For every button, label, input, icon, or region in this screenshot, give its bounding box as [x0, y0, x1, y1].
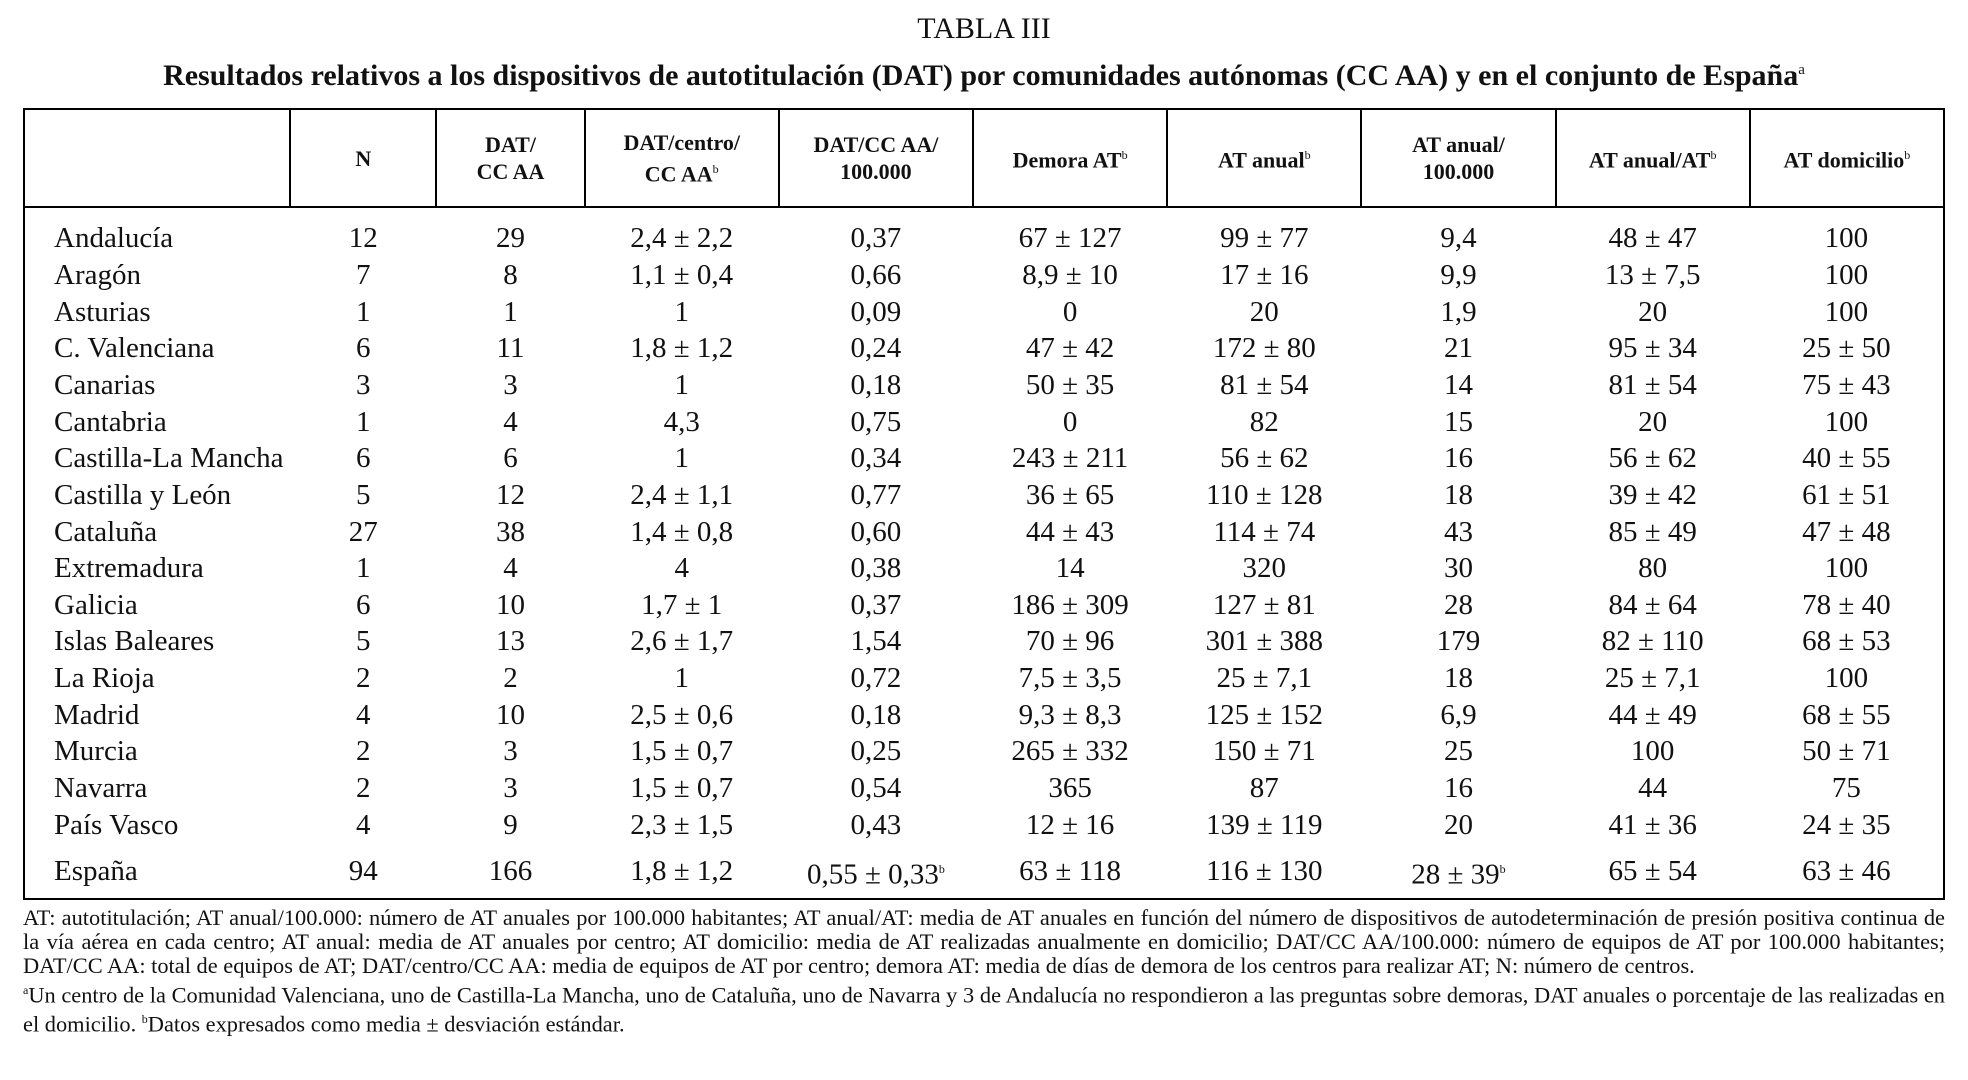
total-cell [779, 843, 973, 899]
table-cell: 2,6 ± 1,7 [630, 625, 734, 658]
table-cell: 100 [1630, 735, 1675, 768]
table-row [24, 403, 1944, 440]
table-cell: 5 [356, 625, 371, 658]
header-row [24, 109, 1944, 207]
table-cell: 3 [503, 771, 518, 804]
table-cell: 0,75 [850, 405, 902, 438]
total-footnote-mark: b [938, 861, 945, 876]
table-cell: 9,4 [1440, 222, 1477, 255]
column-header-footnote-mark: b [1121, 148, 1128, 163]
table-title [0, 52, 1968, 94]
table-cell: 81 ± 54 [1608, 369, 1697, 402]
table-cell: 4 [356, 698, 371, 731]
footnote-a-mark: a [23, 983, 29, 997]
table-cell: 14 [1055, 552, 1085, 585]
table-cell: 139 ± 119 [1206, 808, 1323, 841]
total-row [24, 843, 1944, 899]
table-cell: 1 [356, 295, 371, 328]
table-cell: 1,5 ± 0,7 [630, 771, 734, 804]
region-name: Murcia [54, 735, 138, 768]
table-cell: 127 ± 81 [1212, 588, 1316, 621]
title-footnote-mark: a [1798, 62, 1805, 78]
table-row [24, 623, 1944, 660]
column-header [1750, 109, 1944, 207]
table-cell: 6 [356, 442, 371, 475]
column-header-label: AT anual/AT [1588, 147, 1711, 173]
table-cell: 6 [356, 332, 371, 365]
table-cell: 1,4 ± 0,8 [630, 515, 734, 548]
footnote-b: Datos expresados como media ± desviación estándar. [147, 1011, 625, 1037]
table-cell: 47 ± 48 [1802, 515, 1891, 548]
table-cell: 0,25 [850, 735, 902, 768]
column-header-footnote-mark: b [1710, 148, 1717, 163]
table-cell: 1,5 ± 0,7 [630, 735, 734, 768]
table-cell: 87 [1249, 771, 1279, 804]
column-header-label: AT anual/ [1412, 132, 1505, 157]
table-cell: 70 ± 96 [1025, 625, 1115, 658]
total-value: 94 [348, 855, 378, 888]
table-cell: 44 ± 49 [1608, 698, 1697, 731]
table-cell: 10 [496, 698, 525, 731]
table-cell: 0,24 [850, 332, 902, 365]
table-row [24, 586, 1944, 623]
table-row [24, 330, 1944, 367]
table-cell: 4 [356, 808, 371, 841]
table-cell: 2 [356, 735, 371, 768]
region-name: Navarra [54, 771, 148, 804]
table-cell: 0,18 [850, 698, 902, 731]
table-cell: 56 ± 62 [1220, 442, 1309, 475]
table-cell: 44 ± 43 [1025, 515, 1115, 548]
table-row [24, 477, 1944, 514]
table-title-text: Resultados relativos a los dispositivos de autotitulación (DAT) por comunidades autónomas (CC AA) y en el conjunto de España [163, 59, 1799, 92]
table-cell: 0,38 [850, 552, 902, 585]
table-cell: 67 ± 127 [1018, 222, 1122, 255]
total-value: 116 ± 130 [1206, 855, 1323, 888]
abbreviations-note: AT: autotitulación; AT anual/100.000: número de AT anuales por 100.000 habitantes; AT anual/AT: media de AT anuales en función del número de dispositivos de autodeterminación de presión positiva continua de la vía aérea en cada centro; AT anual: media de AT anuales por centro; AT domicilio: media de AT realizadas anualmente en domicilio; DAT/CC AA/100.000: número de equipos de AT por 100.000 habitantes; DAT/CC AA: total de equipos de AT; DAT/centro/CC AA: media de equipos de AT por centro; demora AT: media de días de demora de los centros para realizar AT; N: número de centros. [23, 905, 1945, 978]
column-header-footnote-mark: b [1904, 148, 1911, 163]
total-cell [585, 843, 779, 899]
total-footnote-mark: b [1499, 861, 1506, 876]
region-name: País Vasco [54, 808, 179, 841]
table-cell: 20 [1638, 405, 1668, 438]
table-cell: 50 ± 35 [1025, 369, 1115, 402]
column-header-label: Demora AT [1012, 147, 1122, 173]
total-label [24, 843, 290, 899]
region-name: Islas Baleares [54, 625, 215, 658]
table-cell: 82 ± 110 [1601, 625, 1704, 658]
table-cell: 12 [348, 222, 378, 255]
table-cell: 301 ± 388 [1205, 625, 1323, 658]
table-cell: 0,37 [850, 588, 902, 621]
table-cell: 6 [356, 588, 371, 621]
table-cell: 41 ± 36 [1608, 808, 1697, 841]
table-cell: 78 ± 40 [1802, 588, 1891, 621]
table-cell: 0,60 [850, 515, 902, 548]
region-name: Andalucía [54, 222, 174, 255]
region-name: Aragón [54, 259, 141, 292]
table-cell: 29 [496, 222, 525, 255]
table-cell: 125 ± 152 [1205, 698, 1323, 731]
total-value: 63 ± 118 [1019, 855, 1122, 888]
table-cell: 0,34 [850, 442, 902, 475]
table-cell: 30 [1443, 552, 1473, 585]
table-cell: 243 ± 211 [1011, 442, 1129, 475]
table-cell: 1,1 ± 0,4 [630, 259, 734, 292]
table-cell: 100 [1824, 295, 1869, 328]
table-cell: 84 ± 64 [1608, 588, 1697, 621]
table-row [24, 293, 1944, 330]
table-cell: 16 [1443, 442, 1473, 475]
table-cell: 110 ± 128 [1206, 478, 1323, 511]
region-name: La Rioja [54, 662, 155, 695]
table-cell: 48 ± 47 [1608, 222, 1697, 255]
table-row [24, 440, 1944, 477]
column-header-label: DAT/ [485, 132, 536, 157]
table-cell: 0,43 [850, 808, 902, 841]
table-cell: 13 [496, 625, 525, 658]
table-cell: 100 [1824, 405, 1869, 438]
table-body [24, 207, 1944, 899]
table-cell: 6 [503, 442, 518, 475]
table-cell: 1 [356, 405, 371, 438]
table-cell: 40 ± 55 [1802, 442, 1891, 475]
total-value: 1,8 ± 1,2 [630, 855, 734, 888]
table-cell: 61 ± 51 [1802, 478, 1891, 511]
table-row [24, 733, 1944, 770]
table-cell: 56 ± 62 [1608, 442, 1697, 475]
region-name: Cantabria [54, 405, 167, 438]
table-cell: 1 [674, 442, 689, 475]
table-cell: 18 [1443, 662, 1473, 695]
table-cell: 12 [496, 478, 525, 511]
table-cell: 0,18 [850, 369, 902, 402]
table-row [24, 550, 1944, 587]
total-cell [973, 843, 1167, 899]
table-cell: 0 [1062, 295, 1078, 328]
table-cell: 9 [503, 808, 518, 841]
table-cell: 100 [1824, 259, 1869, 292]
table-cell: 2,5 ± 0,6 [630, 698, 734, 731]
table-cell: 172 ± 80 [1212, 332, 1316, 365]
table-row [24, 696, 1944, 733]
table-cell: 1 [674, 369, 689, 402]
table-cell: 95 ± 34 [1608, 332, 1697, 365]
table-cell: 18 [1443, 478, 1473, 511]
table-cell: 1,7 ± 1 [641, 588, 723, 621]
table-cell: 14 [1443, 369, 1473, 402]
column-header [436, 109, 584, 207]
table-cell: 3 [503, 735, 518, 768]
table-cell: 100 [1824, 222, 1869, 255]
table-cell: 7 [356, 259, 371, 292]
table-cell: 320 [1242, 552, 1287, 585]
table-cell: 25 ± 50 [1802, 332, 1891, 365]
table-cell: 27 [348, 515, 378, 548]
total-cell [290, 843, 436, 899]
table-cell: 81 ± 54 [1220, 369, 1309, 402]
table-cell: 68 ± 53 [1802, 625, 1891, 658]
table-row [24, 660, 1944, 697]
table-cell: 10 [496, 588, 525, 621]
column-header-footnote-mark: b [1304, 148, 1311, 163]
table-cell: 47 ± 42 [1025, 332, 1115, 365]
table-cell: 68 ± 55 [1802, 698, 1891, 731]
column-header-label: DAT/centro/ [623, 129, 740, 155]
table-cell: 2 [503, 662, 518, 695]
table-cell: 9,9 [1440, 259, 1477, 292]
column-header-label-line2: 100.000 [1422, 159, 1495, 184]
table-cell: 75 ± 43 [1802, 369, 1891, 402]
table-cell: 20 [1443, 808, 1473, 841]
table-row [24, 207, 1944, 257]
table-row [24, 367, 1944, 404]
total-cell [1361, 843, 1555, 899]
footnote-a: Un centro de la Comunidad Valenciana, uno de Castilla-La Mancha, uno de Cataluña, uno de Navarra y 3 de Andalucía no respondieron a las preguntas sobre demoras, DAT anuales o porcentaje de las realizadas en el domicilio. [23, 982, 1945, 1037]
table-cell: 0,77 [850, 478, 902, 511]
column-header-label-line2: CC AA [476, 159, 545, 184]
footnote-b-mark: b [141, 1012, 148, 1027]
table-cell: 15 [1443, 405, 1473, 438]
table-cell: 1 [503, 295, 518, 328]
table-row [24, 770, 1944, 807]
table-cell: 17 ± 16 [1220, 259, 1309, 292]
total-value: 0,55 ± 0,33 [806, 858, 939, 891]
table-cell: 21 [1443, 332, 1473, 365]
table-cell: 38 [496, 515, 525, 548]
table-cell: 7,5 ± 3,5 [1018, 662, 1122, 695]
table-label: TABLA III [917, 12, 1051, 45]
table-cell: 24 ± 35 [1802, 808, 1891, 841]
table-row [24, 513, 1944, 550]
column-header-label: AT anual [1217, 147, 1305, 173]
total-value: 63 ± 46 [1802, 855, 1891, 888]
table-cell: 0,72 [850, 662, 902, 695]
table-cell: 2,4 ± 1,1 [630, 478, 734, 511]
table-cell: 0,54 [850, 771, 902, 804]
column-header-footnote-mark: b [712, 161, 719, 176]
column-header-label-line2: CC AA [644, 161, 713, 187]
table-cell: 186 ± 309 [1011, 588, 1129, 621]
table-cell: 16 [1443, 771, 1473, 804]
table-cell: 4,3 [663, 405, 700, 438]
total-cell [1750, 843, 1944, 899]
table-cell: 1,9 [1440, 295, 1477, 328]
table-cell: 50 ± 71 [1802, 735, 1891, 768]
table-cell: 4 [503, 405, 518, 438]
table-cell: 0,37 [850, 222, 902, 255]
table-cell: 2 [356, 662, 371, 695]
column-header [1361, 109, 1555, 207]
region-name: Castilla y León [54, 478, 232, 511]
table-cell: 28 [1443, 588, 1473, 621]
table-cell: 44 [1638, 771, 1668, 804]
total-cell [1556, 843, 1750, 899]
table-cell: 6,9 [1440, 698, 1477, 731]
region-name: C. Valenciana [54, 332, 215, 365]
table-cell: 20 [1638, 295, 1668, 328]
total-cell [436, 843, 584, 899]
table-cell: 365 [1048, 771, 1092, 804]
table-cell: 8,9 ± 10 [1022, 259, 1118, 292]
column-header [779, 109, 973, 207]
table-cell: 1 [356, 552, 371, 585]
footnotes [23, 978, 1945, 1037]
column-header [24, 109, 290, 207]
table-cell: 4 [503, 552, 518, 585]
region-name: Canarias [54, 369, 156, 402]
table-cell: 11 [496, 332, 525, 365]
table-cell: 12 ± 16 [1025, 808, 1115, 841]
table-cell: 85 ± 49 [1608, 515, 1697, 548]
column-header [1167, 109, 1361, 207]
column-header-label: N [355, 145, 372, 171]
column-header-label: DAT/CC AA/ [813, 132, 939, 157]
table-cell: 25 ± 7,1 [1604, 662, 1701, 695]
region-name: Galicia [54, 588, 138, 621]
table-cell: 100 [1824, 552, 1869, 585]
region-name: Castilla-La Mancha [54, 442, 284, 475]
table-cell: 2,3 ± 1,5 [630, 808, 734, 841]
region-name: Asturias [54, 295, 151, 328]
table-cell: 2 [356, 771, 371, 804]
table-cell: 25 ± 7,1 [1216, 662, 1313, 695]
table-cell: 0,66 [850, 259, 902, 292]
table-cell: 82 [1249, 405, 1279, 438]
table-cell: 150 ± 71 [1212, 735, 1316, 768]
region-name: Madrid [54, 698, 140, 731]
table-cell: 13 ± 7,5 [1604, 259, 1701, 292]
column-header [973, 109, 1167, 207]
table-cell: 80 [1638, 552, 1668, 585]
table-cell: 114 ± 74 [1213, 515, 1316, 548]
table-cell: 0 [1062, 405, 1078, 438]
table-cell: 1,8 ± 1,2 [630, 332, 734, 365]
table-cell: 9,3 ± 8,3 [1018, 698, 1122, 731]
table-cell: 25 [1443, 735, 1473, 768]
table-row [24, 806, 1944, 843]
table-cell: 265 ± 332 [1011, 735, 1129, 768]
table-cell: 1 [674, 662, 689, 695]
total-value: 166 [488, 855, 533, 888]
column-header [1556, 109, 1750, 207]
region-name: Extremadura [54, 552, 204, 585]
region-name: Cataluña [54, 515, 158, 548]
table-cell: 100 [1824, 662, 1869, 695]
table-row [24, 257, 1944, 294]
table-cell: 4 [674, 552, 689, 585]
table-cell: 0,09 [850, 295, 902, 328]
column-header-label: AT domicilio [1783, 147, 1905, 173]
total-value: 28 ± 39 [1411, 858, 1500, 891]
table-cell: 179 [1436, 625, 1481, 658]
table-cell: 75 [1831, 771, 1861, 804]
column-header [585, 109, 779, 207]
total-cell [1167, 843, 1361, 899]
table-cell: 39 ± 42 [1608, 478, 1697, 511]
results-table [23, 108, 1945, 900]
table-cell: 8 [503, 259, 518, 292]
table-cell: 1,54 [850, 625, 902, 658]
column-header [290, 109, 436, 207]
table-cell: 3 [503, 369, 518, 402]
table-cell: 20 [1249, 295, 1279, 328]
table-cell: 2,4 ± 2,2 [630, 222, 734, 255]
table-cell: 99 ± 77 [1220, 222, 1309, 255]
table-notes [23, 906, 1945, 1037]
table-cell: 3 [356, 369, 371, 402]
column-header-label-line2: 100.000 [840, 159, 912, 184]
table-cell: 36 ± 65 [1025, 478, 1115, 511]
total-value: España [54, 855, 138, 888]
table-cell: 1 [674, 295, 689, 328]
table-cell: 5 [356, 478, 371, 511]
table-cell: 43 [1443, 515, 1473, 548]
total-value: 65 ± 54 [1608, 855, 1697, 888]
